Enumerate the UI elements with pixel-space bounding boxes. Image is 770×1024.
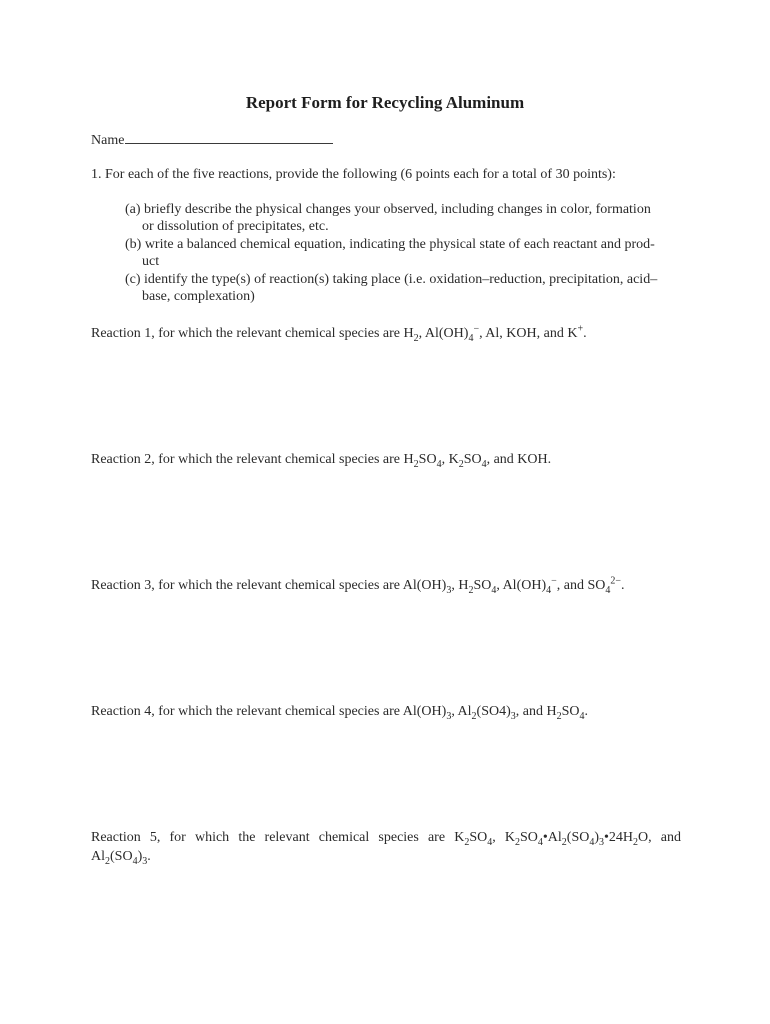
reaction-3-species: $Al(OH)_3$, $H_2SO_4$, $Al(OH)_4^-$, and $SO_4^{2-}$. xyxy=(402,575,625,596)
item-c-line1: (c) identify the type(s) of reaction(s) taking place (i.e. oxidation–reduction, precipitation, acid– xyxy=(125,272,658,287)
question-1: 1. For each of the five reactions, provide the following (6 points each for a total of 30 points): xyxy=(91,167,616,182)
reaction-4-text: Reaction 4, for which the relevant chemical species are xyxy=(91,704,401,719)
item-c xyxy=(125,271,685,305)
reaction-5-text: Reaction 5, for which the relevant chemical species are xyxy=(91,830,446,845)
reaction-1-text: Reaction 1, for which the relevant chemical species are xyxy=(91,326,401,341)
reaction-3 xyxy=(91,576,681,595)
reaction-1-species: $H_2$, $Al(OH)_4^-$, Al, KOH, and K+. xyxy=(403,323,587,344)
reaction-3-text: Reaction 3, for which the relevant chemical species are xyxy=(91,578,401,593)
reaction-4-species: $Al(OH)_3$, $Al_2(SO4)_3$, and $H_2SO_4$. xyxy=(402,704,589,722)
page-title: Report Form for Recycling Aluminum xyxy=(245,93,525,112)
reaction-4 xyxy=(91,702,681,721)
item-b-line2: uct xyxy=(142,254,160,269)
item-a-line1: (a) briefly describe the physical changes your observed, including changes in color, formation xyxy=(125,202,651,217)
reaction-5-line2: $Al_2(SO_4)_3$. xyxy=(91,849,151,867)
reaction-5-line1: Reaction 5, for which the relevant chemical species are $K_2SO_4$, $K_2SO_4•Al_2(SO_4)_3•24H_2O$, and xyxy=(91,830,681,848)
reaction-2-text: Reaction 2, for which the relevant chemical species are xyxy=(91,452,401,467)
item-a xyxy=(125,201,685,235)
reaction-1 xyxy=(91,324,681,343)
reaction-2 xyxy=(91,450,681,469)
reaction-5 xyxy=(91,828,681,866)
name-label: Name xyxy=(91,133,125,148)
item-b-line1: (b) write a balanced chemical equation, indicating the physical state of each reactant and prod- xyxy=(125,237,655,252)
item-b xyxy=(125,236,685,270)
item-c-line2: base, complexation) xyxy=(142,289,255,304)
name-blank-line xyxy=(125,130,333,144)
name-field xyxy=(91,130,333,149)
item-a-line2: or dissolution of precipitates, etc. xyxy=(142,219,329,234)
reaction-2-species: $H_2SO_4$, $K_2SO_4$, and KOH. xyxy=(403,452,552,470)
